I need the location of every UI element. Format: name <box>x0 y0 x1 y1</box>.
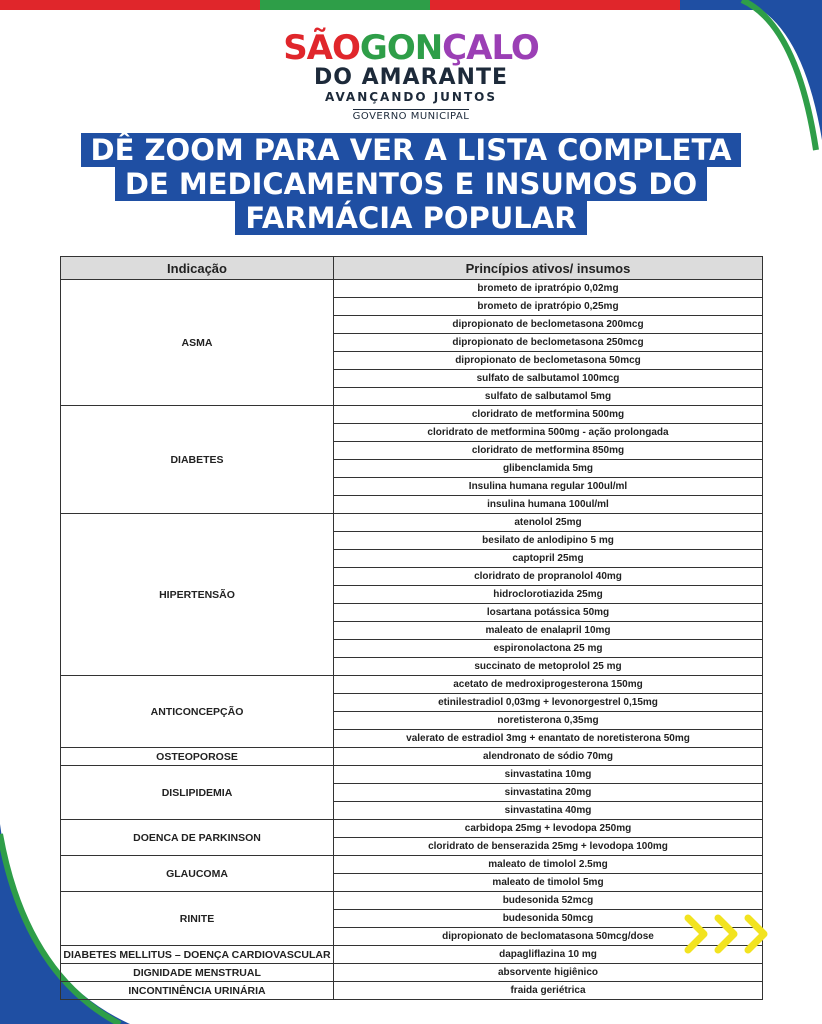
indication-cell: DIGNIDADE MENSTRUAL <box>61 964 334 982</box>
headline <box>0 133 822 235</box>
logo-title-part: SÃO <box>283 28 360 68</box>
indication-cell: GLAUCOMA <box>61 856 334 892</box>
table-body <box>61 280 763 1000</box>
ingredient-cell: succinato de metoprolol 25 mg <box>334 658 763 676</box>
ingredient-cell: maleato de enalapril 10mg <box>334 622 763 640</box>
ingredient-cell: maleato de timolol 2.5mg <box>334 856 763 874</box>
ingredient-cell: sinvastatina 10mg <box>334 766 763 784</box>
ingredient-cell: captopril 25mg <box>334 550 763 568</box>
ingredient-cell: atenolol 25mg <box>334 514 763 532</box>
ingredient-cell: cloridrato de benserazida 25mg + levodopa 100mg <box>334 838 763 856</box>
table-row <box>61 676 763 694</box>
indication-cell: INCONTINÊNCIA URINÁRIA <box>61 982 334 1000</box>
ingredient-cell: cloridrato de propranolol 40mg <box>334 568 763 586</box>
indication-cell: RINITE <box>61 892 334 946</box>
logo-title-part: ÇALO <box>442 28 539 68</box>
column-header-indication: Indicação <box>61 257 334 280</box>
table-row <box>61 406 763 424</box>
arrows-right-icon <box>684 912 784 956</box>
medication-table-container <box>60 256 763 1000</box>
table-row <box>61 280 763 298</box>
headline-line-3: FARMÁCIA POPULAR <box>235 201 586 235</box>
table-row <box>61 856 763 874</box>
ingredient-cell: insulina humana 100ul/ml <box>334 496 763 514</box>
ingredient-cell: dipropionato de beclometasona 250mcg <box>334 334 763 352</box>
table-row <box>61 964 763 982</box>
logo-government: GOVERNO MUNICIPAL <box>352 111 470 122</box>
ingredient-cell: fraida geriétrica <box>334 982 763 1000</box>
ingredient-cell: dipropionato de beclomatasona 50mcg/dose <box>334 928 763 946</box>
ingredient-cell: dapagliflazina 10 mg <box>334 946 763 964</box>
table-row <box>61 892 763 910</box>
ingredient-cell: absorvente higiênico <box>334 964 763 982</box>
indication-cell: DISLIPIDEMIA <box>61 766 334 820</box>
indication-cell: ANTICONCEPÇÃO <box>61 676 334 748</box>
ingredient-cell: brometo de ipratrópio 0,02mg <box>334 280 763 298</box>
ingredient-cell: carbidopa 25mg + levodopa 250mg <box>334 820 763 838</box>
ingredient-cell: sulfato de salbutamol 5mg <box>334 388 763 406</box>
ingredient-cell: losartana potássica 50mg <box>334 604 763 622</box>
logo-title-part: GON <box>359 28 443 68</box>
ingredient-cell: budesonida 52mcg <box>334 892 763 910</box>
table-header-row <box>61 257 763 280</box>
ingredient-cell: budesonida 50mcg <box>334 910 763 928</box>
ingredient-cell: maleato de timolol 5mg <box>334 874 763 892</box>
top-color-bar <box>0 0 822 10</box>
ingredient-cell: acetato de medroxiprogesterona 150mg <box>334 676 763 694</box>
table-row <box>61 514 763 532</box>
ingredient-cell: glibenclamida 5mg <box>334 460 763 478</box>
ingredient-cell: etinilestradiol 0,03mg + levonorgestrel 0,15mg <box>334 694 763 712</box>
ingredient-cell: cloridrato de metformina 500mg <box>334 406 763 424</box>
ingredient-cell: Insulina humana regular 100ul/ml <box>334 478 763 496</box>
ingredient-cell: besilato de anlodipino 5 mg <box>334 532 763 550</box>
indication-cell: DIABETES MELLITUS – DOENÇA CARDIOVASCULAR <box>61 946 334 964</box>
indication-cell: HIPERTENSÃO <box>61 514 334 676</box>
ingredient-cell: valerato de estradiol 3mg + enantato de noretisterona 50mg <box>334 730 763 748</box>
table-row <box>61 946 763 964</box>
indication-cell: ASMA <box>61 280 334 406</box>
ingredient-cell: sinvastatina 20mg <box>334 784 763 802</box>
table-row <box>61 982 763 1000</box>
logo-title <box>0 30 822 66</box>
indication-cell: DOENCA DE PARKINSON <box>61 820 334 856</box>
logo-subtitle: DO AMARANTE <box>314 65 508 90</box>
ingredient-cell: brometo de ipratrópio 0,25mg <box>334 298 763 316</box>
headline-line-1: DÊ ZOOM PARA VER A LISTA COMPLETA <box>81 133 742 167</box>
logo-slogan: AVANÇANDO JUNTOS <box>324 90 498 104</box>
table-row <box>61 766 763 784</box>
table-row <box>61 748 763 766</box>
ingredient-cell: dipropionato de beclometasona 200mcg <box>334 316 763 334</box>
ingredient-cell: sinvastatina 40mg <box>334 802 763 820</box>
column-header-ingredients: Princípios ativos/ insumos <box>334 257 763 280</box>
ingredient-cell: cloridrato de metformina 850mg <box>334 442 763 460</box>
table-row <box>61 820 763 838</box>
ingredient-cell: espironolactona 25 mg <box>334 640 763 658</box>
ingredient-cell: sulfato de salbutamol 100mcg <box>334 370 763 388</box>
ingredient-cell: dipropionato de beclometasona 50mcg <box>334 352 763 370</box>
medication-table <box>60 256 763 1000</box>
ingredient-cell: noretisterona 0,35mg <box>334 712 763 730</box>
headline-line-2: DE MEDICAMENTOS E INSUMOS DO <box>115 167 707 201</box>
municipal-logo <box>0 30 822 123</box>
indication-cell: DIABETES <box>61 406 334 514</box>
ingredient-cell: alendronato de sódio 70mg <box>334 748 763 766</box>
indication-cell: OSTEOPOROSE <box>61 748 334 766</box>
ingredient-cell: cloridrato de metformina 500mg - ação prolongada <box>334 424 763 442</box>
ingredient-cell: hidroclorotiazida 25mg <box>334 586 763 604</box>
